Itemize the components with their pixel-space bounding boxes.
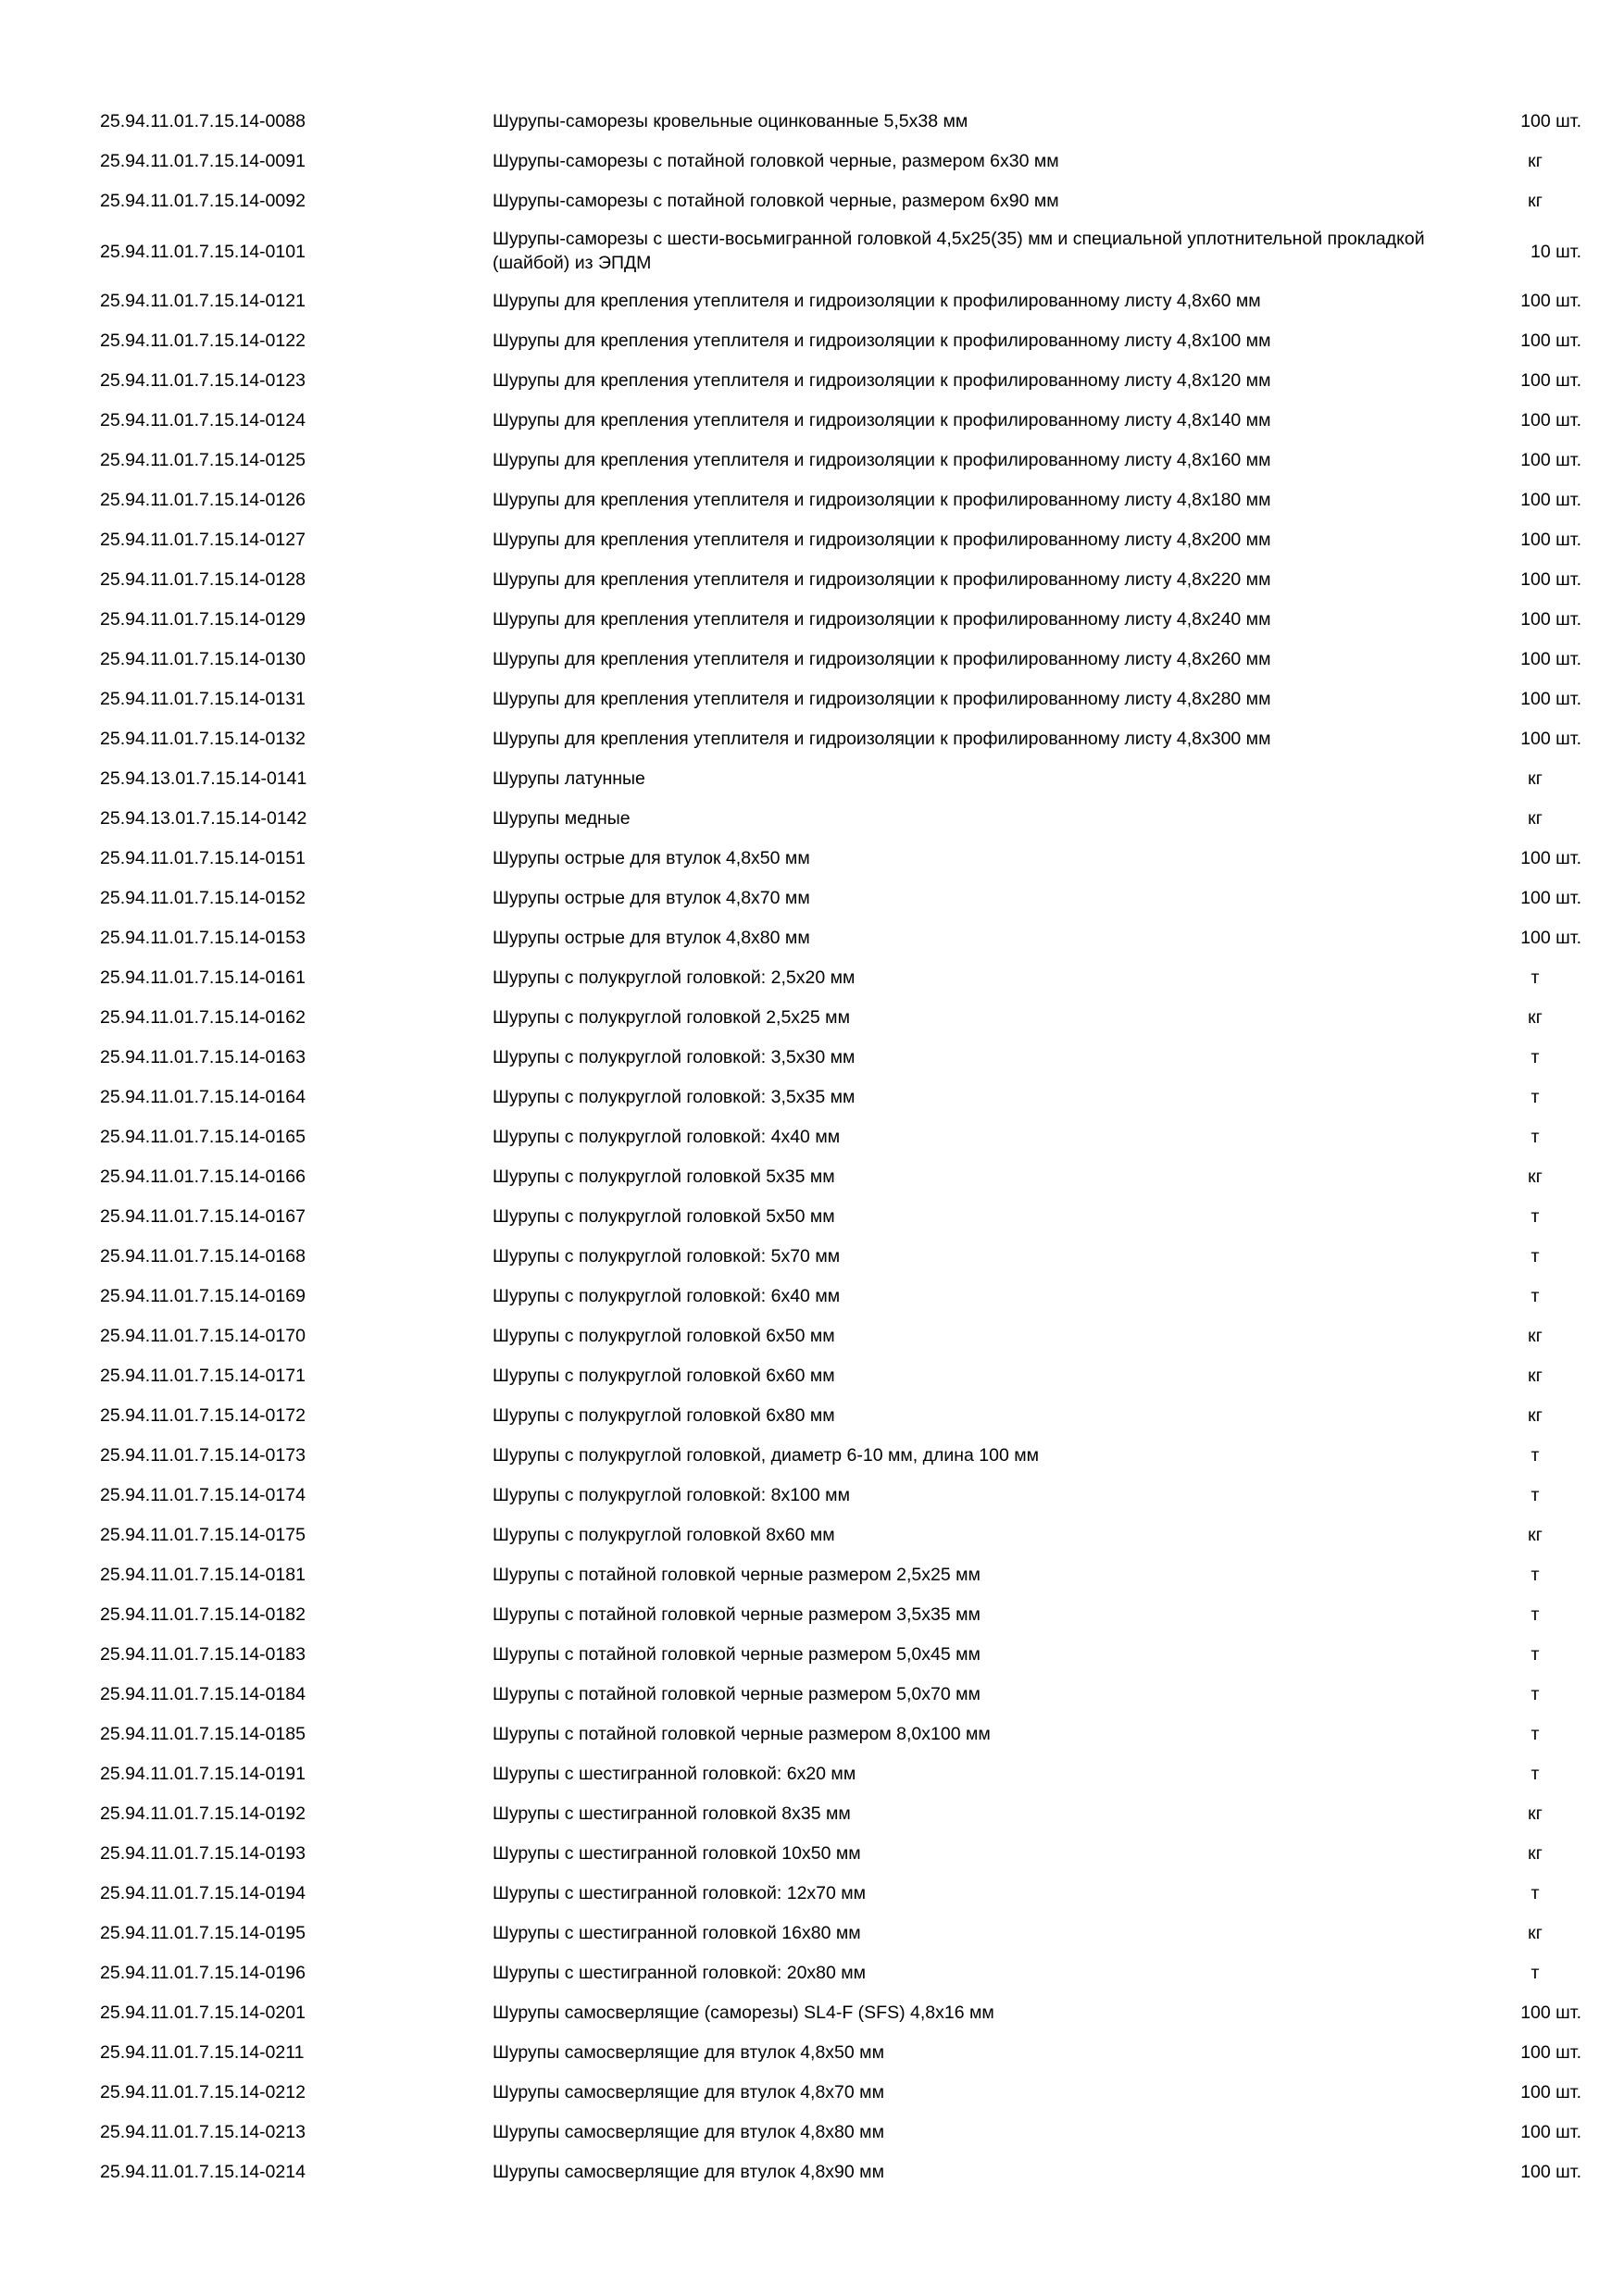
table-row [0,2113,1624,2152]
table-row [0,1316,1624,1356]
item-unit: 100 шт. [1520,609,1581,630]
item-code: 25.94.11.01.7.15.14-0213 [100,2122,306,2142]
table-row [0,600,1624,640]
table-row [0,2152,1624,2192]
table-row [0,102,1624,142]
table-row [0,918,1624,958]
item-unit: 100 шт. [1520,331,1581,351]
item-name: Шурупы медные [493,808,631,829]
item-name: Шурупы с полукруглой головкой: 3,5х30 мм [493,1047,856,1067]
item-code: 25.94.11.01.7.15.14-0165 [100,1127,306,1147]
item-unit: т [1530,1206,1540,1227]
item-code: 25.94.11.01.7.15.14-0193 [100,1843,306,1864]
item-unit: т [1530,1565,1540,1585]
item-name: Шурупы с шестигранной головкой: 20х80 мм [493,1963,867,1983]
item-name: Шурупы самосверлящие для втулок 4,8х70 мм [493,2082,884,2103]
table-row [0,520,1624,560]
item-unit: 100 шт. [1520,569,1581,590]
table-row [0,1914,1624,1953]
item-unit: 10 шт. [1530,242,1581,262]
item-name: Шурупы с полукруглой головкой 6х50 мм [493,1326,835,1346]
item-unit: 100 шт. [1520,649,1581,669]
item-code: 25.94.11.01.7.15.14-0168 [100,1246,306,1267]
item-name: Шурупы с полукруглой головкой 5х50 мм [493,1206,835,1227]
item-unit: кг [1528,1007,1543,1028]
item-unit: кг [1528,1167,1543,1187]
table-row [0,1754,1624,1794]
item-unit: т [1530,1764,1540,1784]
item-unit: кг [1528,1525,1543,1545]
table-row [0,879,1624,918]
item-code: 25.94.11.01.7.15.14-0182 [100,1604,306,1625]
item-name: Шурупы с полукруглой головкой 6х60 мм [493,1366,835,1386]
item-code: 25.94.11.01.7.15.14-0170 [100,1326,306,1346]
table-row [0,361,1624,401]
item-code: 25.94.11.01.7.15.14-0153 [100,928,306,948]
item-code: 25.94.11.01.7.15.14-0171 [100,1366,306,1386]
item-unit: кг [1528,151,1543,171]
table-row [0,1953,1624,1993]
item-code: 25.94.11.01.7.15.14-0127 [100,530,306,550]
item-name: Шурупы острые для втулок 4,8х50 мм [493,848,810,868]
item-unit: кг [1528,1326,1543,1346]
item-code: 25.94.11.01.7.15.14-0195 [100,1923,306,1943]
table-row [0,839,1624,879]
item-name: Шурупы-саморезы с шести-восьмигранной головкой 4,5х25(35) мм и специальной уплотнительной прокладкой (шайбой) из ЭПДМ [493,229,1425,273]
item-name: Шурупы с полукруглой головкой 6х80 мм [493,1405,835,1426]
item-name: Шурупы с потайной головкой черные размером 5,0х70 мм [493,1684,981,1704]
item-code: 25.94.13.01.7.15.14-0141 [100,768,307,789]
table-row [0,1874,1624,1914]
item-unit: 100 шт. [1520,370,1581,391]
item-code: 25.94.11.01.7.15.14-0175 [100,1525,306,1545]
table-row [0,1794,1624,1834]
item-code: 25.94.11.01.7.15.14-0163 [100,1047,306,1067]
table-row [0,321,1624,361]
table-row [0,958,1624,998]
item-name: Шурупы с полукруглой головкой 8х60 мм [493,1525,835,1545]
item-unit: кг [1528,1803,1543,1824]
item-code: 25.94.11.01.7.15.14-0167 [100,1206,306,1227]
item-code: 25.94.11.01.7.15.14-0123 [100,370,306,391]
item-name: Шурупы для крепления утеплителя и гидроизоляции к профилированному листу 4,8х120 мм [493,370,1271,391]
item-code: 25.94.11.01.7.15.14-0132 [100,729,306,749]
item-name: Шурупы-саморезы с потайной головкой черные, размером 6х90 мм [493,191,1059,211]
item-code: 25.94.11.01.7.15.14-0162 [100,1007,306,1028]
table-row [0,799,1624,839]
item-name: Шурупы с полукруглой головкой: 4х40 мм [493,1127,841,1147]
item-name: Шурупы латунные [493,768,645,789]
table-row [0,1993,1624,2033]
item-name: Шурупы с полукруглой головкой, диаметр 6-10 мм, длина 100 мм [493,1445,1040,1466]
item-unit: 100 шт. [1520,490,1581,510]
item-code: 25.94.11.01.7.15.14-0151 [100,848,306,868]
item-name: Шурупы с полукруглой головкой: 6х40 мм [493,1286,841,1306]
table-row [0,221,1624,281]
item-name: Шурупы с потайной головкой черные размером 8,0х100 мм [493,1724,991,1744]
item-unit: кг [1528,808,1543,829]
item-code: 25.94.11.01.7.15.14-0185 [100,1724,306,1744]
item-unit: кг [1528,1843,1543,1864]
table-row [0,1715,1624,1754]
item-code: 25.94.11.01.7.15.14-0164 [100,1087,306,1107]
item-unit: 100 шт. [1520,450,1581,470]
table-row [0,1237,1624,1277]
item-name: Шурупы для крепления утеплителя и гидроизоляции к профилированному листу 4,8х100 мм [493,331,1271,351]
item-name: Шурупы с потайной головкой черные размером 2,5х25 мм [493,1565,981,1585]
item-unit: 100 шт. [1520,2082,1581,2103]
item-name: Шурупы с полукруглой головкой: 5х70 мм [493,1246,841,1267]
item-name: Шурупы для крепления утеплителя и гидроизоляции к профилированному листу 4,8х240 мм [493,609,1271,630]
item-name: Шурупы с шестигранной головкой 8х35 мм [493,1803,851,1824]
item-code: 25.94.13.01.7.15.14-0142 [100,808,307,829]
item-code: 25.94.11.01.7.15.14-0172 [100,1405,306,1426]
item-name: Шурупы для крепления утеплителя и гидроизоляции к профилированному листу 4,8х60 мм [493,291,1261,311]
table-row [0,1436,1624,1476]
item-code: 25.94.11.01.7.15.14-0166 [100,1167,306,1187]
table-row [0,2033,1624,2073]
item-unit: 100 шт. [1520,888,1581,908]
item-name: Шурупы для крепления утеплителя и гидроизоляции к профилированному листу 4,8х220 мм [493,569,1271,590]
item-name: Шурупы для крепления утеплителя и гидроизоляции к профилированному листу 4,8х200 мм [493,530,1271,550]
item-name: Шурупы для крепления утеплителя и гидроизоляции к профилированному листу 4,8х140 мм [493,410,1271,430]
table-row [0,1277,1624,1316]
item-name: Шурупы с полукруглой головкой 5х35 мм [493,1167,835,1187]
item-code: 25.94.11.01.7.15.14-0128 [100,569,306,590]
table-row [0,560,1624,600]
item-name: Шурупы для крепления утеплителя и гидроизоляции к профилированному листу 4,8х300 мм [493,729,1271,749]
item-code: 25.94.11.01.7.15.14-0092 [100,191,306,211]
item-unit: кг [1528,768,1543,789]
item-unit: 100 шт. [1520,848,1581,868]
item-unit: 100 шт. [1520,689,1581,709]
item-code: 25.94.11.01.7.15.14-0088 [100,111,306,131]
price-table [0,102,1624,2192]
item-code: 25.94.11.01.7.15.14-0194 [100,1883,306,1903]
item-code: 25.94.11.01.7.15.14-0091 [100,151,306,171]
item-code: 25.94.11.01.7.15.14-0191 [100,1764,306,1784]
item-code: 25.94.11.01.7.15.14-0184 [100,1684,306,1704]
item-unit: кг [1528,1366,1543,1386]
table-row [0,1555,1624,1595]
item-code: 25.94.11.01.7.15.14-0125 [100,450,306,470]
table-row [0,1516,1624,1555]
item-unit: т [1530,1604,1540,1625]
item-code: 25.94.11.01.7.15.14-0152 [100,888,306,908]
table-row [0,1078,1624,1117]
item-code: 25.94.11.01.7.15.14-0181 [100,1565,306,1585]
item-code: 25.94.11.01.7.15.14-0121 [100,291,306,311]
item-code: 25.94.11.01.7.15.14-0129 [100,609,306,630]
item-name: Шурупы для крепления утеплителя и гидроизоляции к профилированному листу 4,8х260 мм [493,649,1271,669]
item-unit: т [1530,1684,1540,1704]
table-row [0,1595,1624,1635]
item-code: 25.94.11.01.7.15.14-0161 [100,967,306,988]
table-row [0,998,1624,1038]
table-row [0,1117,1624,1157]
table-row [0,1356,1624,1396]
item-unit: т [1530,967,1540,988]
item-name: Шурупы с полукруглой головкой: 3,5х35 мм [493,1087,856,1107]
item-code: 25.94.11.01.7.15.14-0131 [100,689,306,709]
item-unit: т [1530,1485,1540,1505]
item-code: 25.94.11.01.7.15.14-0212 [100,2082,306,2103]
item-name: Шурупы с шестигранной головкой 10х50 мм [493,1843,861,1864]
item-unit: т [1530,1246,1540,1267]
item-unit: 100 шт. [1520,410,1581,430]
table-row [0,1396,1624,1436]
item-code: 25.94.11.01.7.15.14-0192 [100,1803,306,1824]
item-unit: 100 шт. [1520,729,1581,749]
item-unit: т [1530,1286,1540,1306]
item-name: Шурупы-саморезы кровельные оцинкованные 5,5х38 мм [493,111,968,131]
item-name: Шурупы острые для втулок 4,8х70 мм [493,888,810,908]
item-code: 25.94.11.01.7.15.14-0211 [100,2042,305,2063]
table-row [0,759,1624,799]
table-row [0,281,1624,321]
item-code: 25.94.11.01.7.15.14-0183 [100,1644,306,1665]
item-name: Шурупы с шестигранной головкой: 6х20 мм [493,1764,856,1784]
table-row [0,2073,1624,2113]
item-name: Шурупы самосверлящие (саморезы) SL4-F (SFS) 4,8х16 мм [493,2003,994,2023]
item-unit: 100 шт. [1520,111,1581,131]
item-name: Шурупы самосверлящие для втулок 4,8х90 мм [493,2162,884,2182]
item-name: Шурупы с шестигранной головкой: 12х70 мм [493,1883,867,1903]
table-row [0,480,1624,520]
table-row [0,719,1624,759]
item-code: 25.94.11.01.7.15.14-0169 [100,1286,306,1306]
table-row [0,680,1624,719]
item-unit: 100 шт. [1520,928,1581,948]
item-unit: т [1530,1445,1540,1466]
item-unit: т [1530,1883,1540,1903]
item-unit: 100 шт. [1520,291,1581,311]
item-code: 25.94.11.01.7.15.14-0124 [100,410,306,430]
item-unit: кг [1528,1405,1543,1426]
table-row [0,640,1624,680]
table-row [0,1675,1624,1715]
table-row [0,142,1624,181]
item-name: Шурупы с шестигранной головкой 16х80 мм [493,1923,861,1943]
item-unit: т [1530,1127,1540,1147]
item-code: 25.94.11.01.7.15.14-0130 [100,649,306,669]
item-code: 25.94.11.01.7.15.14-0174 [100,1485,306,1505]
item-code: 25.94.11.01.7.15.14-0101 [100,242,306,262]
table-row [0,1197,1624,1237]
item-name: Шурупы-саморезы с потайной головкой черные, размером 6х30 мм [493,151,1059,171]
item-name: Шурупы с полукруглой головкой 2,5х25 мм [493,1007,850,1028]
item-name: Шурупы самосверлящие для втулок 4,8х80 мм [493,2122,884,2142]
item-name: Шурупы острые для втулок 4,8х80 мм [493,928,810,948]
item-unit: кг [1528,1923,1543,1943]
item-unit: т [1530,1644,1540,1665]
item-name: Шурупы самосверлящие для втулок 4,8х50 мм [493,2042,884,2063]
table-row [0,1635,1624,1675]
item-unit: т [1530,1724,1540,1744]
item-name: Шурупы с полукруглой головкой: 2,5х20 мм [493,967,856,988]
table-row [0,1038,1624,1078]
item-code: 25.94.11.01.7.15.14-0214 [100,2162,306,2182]
item-code: 25.94.11.01.7.15.14-0196 [100,1963,306,1983]
item-name: Шурупы с полукруглой головкой: 8х100 мм [493,1485,850,1505]
item-unit: 100 шт. [1520,530,1581,550]
item-unit: 100 шт. [1520,2003,1581,2023]
table-row [0,401,1624,441]
item-unit: 100 шт. [1520,2162,1581,2182]
item-name: Шурупы для крепления утеплителя и гидроизоляции к профилированному листу 4,8х160 мм [493,450,1271,470]
table-row [0,181,1624,221]
item-name: Шурупы для крепления утеплителя и гидроизоляции к профилированному листу 4,8х280 мм [493,689,1271,709]
item-name: Шурупы с потайной головкой черные размером 5,0х45 мм [493,1644,981,1665]
item-name: Шурупы с потайной головкой черные размером 3,5х35 мм [493,1604,981,1625]
item-code: 25.94.11.01.7.15.14-0173 [100,1445,306,1466]
item-unit: кг [1528,191,1543,211]
item-code: 25.94.11.01.7.15.14-0126 [100,490,306,510]
table-row [0,1157,1624,1197]
item-unit: т [1530,1963,1540,1983]
item-unit: т [1530,1047,1540,1067]
table-row [0,441,1624,480]
item-unit: т [1530,1087,1540,1107]
item-unit: 100 шт. [1520,2042,1581,2063]
item-code: 25.94.11.01.7.15.14-0201 [100,2003,306,2023]
table-row [0,1476,1624,1516]
item-unit: 100 шт. [1520,2122,1581,2142]
table-row [0,1834,1624,1874]
item-name: Шурупы для крепления утеплителя и гидроизоляции к профилированному листу 4,8х180 мм [493,490,1271,510]
item-code: 25.94.11.01.7.15.14-0122 [100,331,306,351]
